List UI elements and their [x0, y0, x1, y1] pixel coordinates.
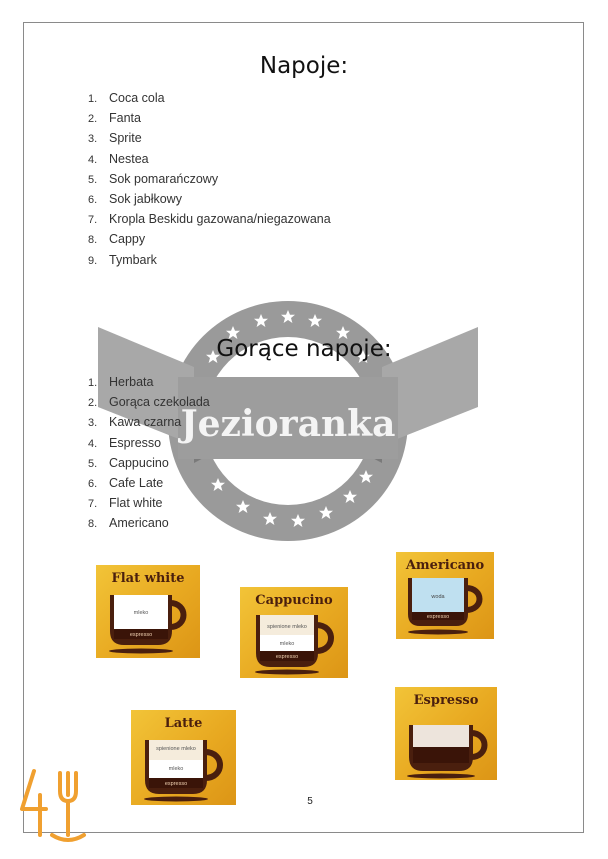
- card-title: Americano: [405, 558, 485, 573]
- list-item: 2. Fanta: [88, 111, 141, 126]
- list-item: 4. Espresso: [88, 435, 162, 450]
- list-item: 4. Nestea: [88, 151, 149, 166]
- card-title: Latte: [164, 716, 203, 731]
- page-number: 5: [307, 796, 313, 807]
- watermark-text: Jezioranka: [180, 403, 396, 445]
- flat-white-card: [96, 565, 200, 658]
- list-item: 6. Sok jabłkowy: [88, 191, 182, 206]
- list-item: 8. Cappy: [88, 232, 146, 247]
- list-item: 7. Flat white: [88, 496, 163, 511]
- layer-label: spienione mleko: [267, 624, 307, 630]
- list-item: 3. Sprite: [88, 131, 142, 146]
- card-title: Flat white: [111, 571, 185, 586]
- list-item: 5. Sok pomarańczowy: [88, 171, 219, 186]
- cappucino-card: [240, 587, 348, 678]
- layer-label: espresso: [426, 614, 450, 620]
- layer-label: mleko: [279, 641, 295, 647]
- list-item: 6. Cafe Late: [88, 475, 164, 490]
- card-title: Espresso: [413, 693, 479, 708]
- layer-label: mleko: [168, 766, 184, 772]
- hot-drinks-heading: Gorące napoje:: [216, 336, 392, 362]
- layer-label: espresso: [129, 632, 153, 638]
- layer-label: mleko: [133, 610, 149, 616]
- layer-label: espresso: [275, 654, 299, 660]
- list-item: 2. Gorąca czekolada: [88, 395, 210, 410]
- americano-card: [396, 552, 494, 639]
- espresso-card: [395, 687, 497, 780]
- list-item: 9. Tymbark: [88, 252, 157, 267]
- list-item: 5. Cappucino: [88, 455, 169, 470]
- list-item: 7. Kropla Beskidu gazowana/niegazowana: [88, 212, 331, 227]
- drinks-heading: Napoje:: [259, 53, 349, 79]
- latte-card: [131, 710, 236, 805]
- list-item: 3. Kawa czarna: [88, 415, 182, 430]
- list-item: 8. Americano: [88, 516, 169, 531]
- list-item: 1. Herbata: [88, 375, 154, 389]
- fork-logo-icon: [16, 765, 88, 845]
- layer-label: woda: [431, 594, 445, 600]
- hot-drinks-list: [88, 372, 210, 534]
- layer-label: espresso: [164, 781, 188, 787]
- card-title: Cappucino: [255, 593, 333, 608]
- list-item: 1. Coca cola: [88, 91, 165, 105]
- layer-label: spienione mleko: [156, 746, 196, 752]
- drinks-list: [88, 88, 331, 270]
